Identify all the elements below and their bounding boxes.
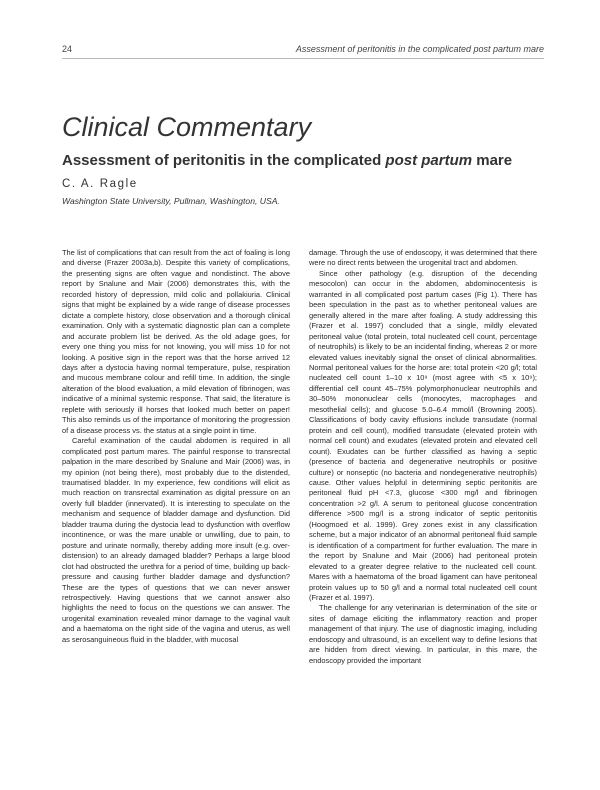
title-italic-part: post partum [385, 152, 473, 169]
affiliation: Washington State University, Pullman, Washington, USA. [62, 196, 280, 206]
section-title: Clinical Commentary [62, 112, 312, 142]
title-part-end: mare [472, 152, 513, 169]
paragraph: The challenge for any veterinarian is determination of the site or sites of damage eliciting the inflammatory reaction and proper management of that injury. The use of diagnostic imaging, including endoscopy and ultrasound, is an excellent way to define lesions that are hidden from direct viewing. In particular, in this mare, the endoscopy provided the important [309, 603, 537, 665]
body-column-left [62, 248, 290, 645]
author: C. A. Ragle [62, 178, 138, 190]
article-title [62, 152, 552, 169]
paragraph: damage. Through the use of endoscopy, it was determined that there were no direct rents between the urogenital tract and abdomen. [309, 248, 537, 268]
paragraph: The list of complications that can result from the act of foaling is long and diverse (Frazer 2003a,b). Despite this variety of complications, the presenting signs are often vague and nondistinct. The above report by Snalune and Mair (2006) demonstrates this, with the recorded history of depression, mild colic and pollakiuria. Clinical signs that might be explained by a wide range of disease processes dictate a complete history, close observation and a thorough clinical examination. Only with a systematic diagnostic plan can a complete and accurate problem list be derived. As the old adage goes, for every one thing you miss for not knowing, you will miss 10 for not looking. A positive sign in the report was that the horse arrived 12 days after a dystocia having normal temperature, pulse, respiration and mucous membrane colour and refill time. In addition, the single alteration of the blood evaluation, a mild elevation of fibrinogen, was indicative of a minimal systemic response. That said, the literature is replete with seriously ill horses that looked much better on paper! This also reminds us of the importance of monitoring the progression of a disease process vs. the status at a single point in time. [62, 248, 290, 435]
running-title: Assessment of peritonitis in the complicated post partum mare [295, 44, 544, 54]
paragraph: Careful examination of the caudal abdomen is required in all complicated post partum mares. The painful response to transrectal palpation in the mare described by Snalune and Mair (2006) was, in my opinion (not being there), most probably due to the distended, traumatised bladder. In my experience, few conditions will elicit as much reaction on transrectal examination as digital pressure on an overly full bladder (innervated). It is interesting to speculate on the mechanism and sequence of bladder damage and dysfunction. Did bladder trauma during the dystocia lead to dysfunction with overflow incontinence, or was the mare unable or unwilling, due to pain, to posture and urinate normally, thereby adding more insult (e.g. over-distension) to an already damaged bladder? Perhaps a large blood clot had obstructed the urethra for a period of time, building up back-pressure and causing further bladder damage and dysfunction? These are the types of questions that we can never answer retrospectively. Having questions that we cannot answer also highlights the need to focus on the questions we can answer. The urogenital examination revealed minor damage to the vaginal vault and a haematoma on the right side of the vagina and uterus, as well as serosanguineous fluid in the bladder, with mucosal [62, 436, 290, 644]
paragraph: Since other pathology (e.g. disruption of the decending mesocolon) can occur in the abdomen, abdominocentesis is warranted in all complicated post partum cases (Fig 1). There has been speculation in the past as to whether peritoneal values are generally altered in the mare after foaling. A study addressing this (Frazer et al. 1997) concluded that a single, mildly elevated peritoneal value (total protein, total nucleated cell count, percentage of neutrophils) is likely to be an incidental finding, whereas 2 or more elevated values inevitably signal the onset of clinical abnormalities. Normal peritoneal values for the horse are: total protein <20 g/l; total nucleated cell count 1–10 x 10⁹ (most agree with <5 x 10⁹); differential cell count 45–75% polymorphonuclear neutrophils and 30–50% mononuclear cells (monocytes, macrophages and mesothelial cells); and glucose 5.0–6.4 mmol/l (Browning 2005). Classifications of body cavity effusions include transudate (normal protein and cell count), modified transudate (elevated protein with normal cell count) and exudates (elevated protein and elevated cell count). Exudates can be further classified as having a septic (presence of bacteria and degenerative neutrophils or positive culture) or nonseptic (no bacteria and nondegenerative neutrophils) cause. Other values helpful in determining septic peritonitis are peritoneal fluid pH <7.3, glucose <300 mg/l and fibrinogen concentration >2 g/l. A serum to peritoneal glucose concentration difference >500 mg/l is a strong indicator of septic peritonitis (Hoogmoed et al. 1999). Grey zones exist in any classification scheme, but a major indicator of an abnormal peritoneal fluid sample is identification of a compartment for further evaluation. The mare in the report by Snalune and Mair (2006) had peritoneal protein elevated to a greater degree relative to the nucleated cell count. Mares with a haematoma of the broad ligament can have peritoneal protein values up to 50 g/l and a normal total nucleated cell count (Frazer et al. 1997). [309, 268, 537, 602]
header-rule [62, 58, 544, 59]
page-number: 24 [62, 44, 73, 54]
body-column-right [309, 248, 537, 666]
title-part: Assessment of peritonitis in the complicated [62, 152, 386, 169]
